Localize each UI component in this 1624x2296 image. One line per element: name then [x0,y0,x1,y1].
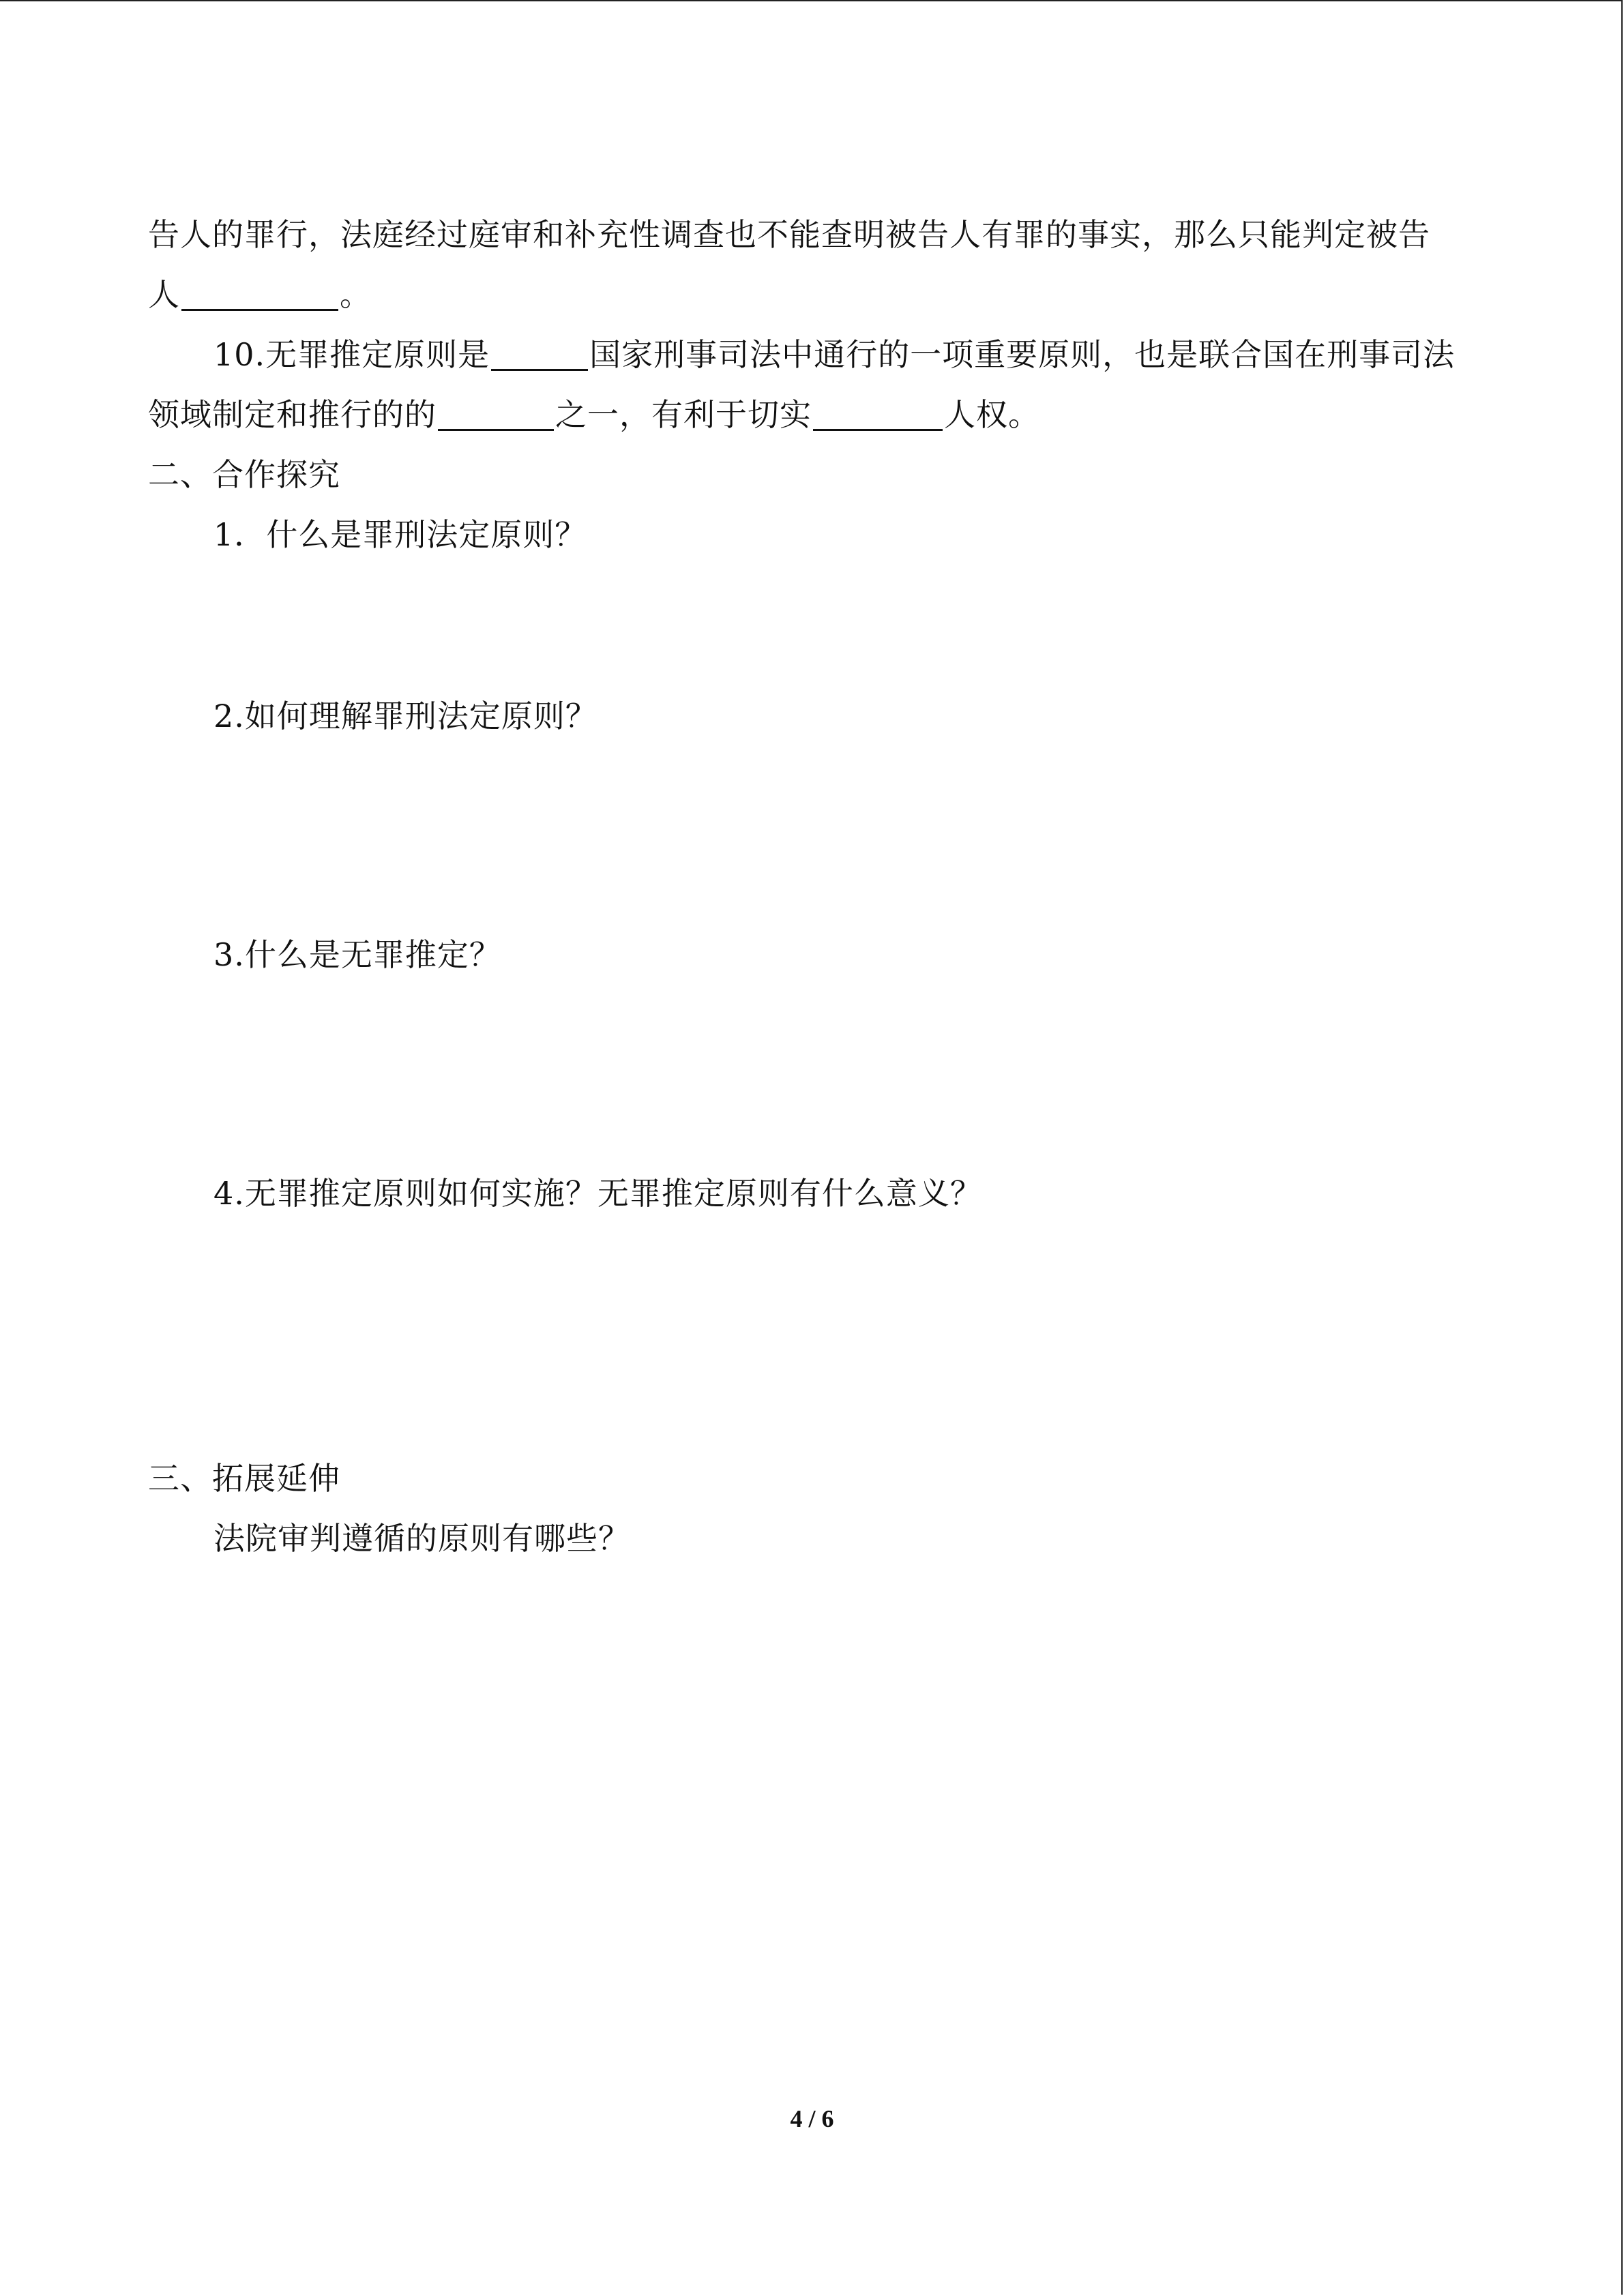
answer-space[interactable] [148,565,1485,686]
question-text: 4.无罪推定原则如何实施？无罪推定原则有什么意义？ [213,1175,982,1212]
question-item [148,1508,1485,1568]
section-heading-text: 二、合作探究 [148,456,340,493]
question-10-line [148,385,1485,445]
fill-in-blank[interactable] [181,278,338,311]
question-item [148,686,1485,746]
paragraph-text: 领域制定和推行的的 [148,396,437,433]
question-item [148,505,1485,565]
question-10-line [148,325,1485,385]
paragraph-text: 告人的罪行，法庭经过庭审和补充性调查也不能查明被告人有罪的事实，那么只能判定被告 [148,216,1430,253]
fill-in-blank[interactable] [438,398,554,431]
question-item [148,925,1485,985]
fill-in-blank[interactable] [813,398,943,431]
answer-space[interactable] [148,985,1485,1163]
section-heading [148,1448,1485,1508]
answer-space[interactable] [148,746,1485,925]
question-item [148,1163,1485,1223]
paragraph-text: 10.无罪推定原则是 [213,336,490,373]
answer-space[interactable] [148,1223,1485,1448]
section-heading-text: 三、拓展延伸 [148,1460,340,1497]
fill-in-blank[interactable] [491,338,588,371]
paragraph-line [148,205,1485,265]
question-text: 2.如何理解罪刑法定原则？ [213,698,597,734]
paragraph-text: 国家刑事司法中通行的一项重要原则，也是联合国在刑事司法 [589,336,1456,373]
question-text: 法院审判遵循的原则有哪些？ [213,1520,630,1557]
page-number: 4 / 6 [790,2105,834,2132]
paragraph-text: 人 [148,276,180,313]
paragraph-text: 人权。 [944,396,1040,433]
question-text: 1．什么是罪刑法定原则？ [213,516,587,553]
paragraph-line [148,265,1485,325]
question-text: 3.什么是无罪推定？ [213,936,501,973]
document-body [148,205,1485,1568]
paragraph-text: 。 [340,276,372,313]
paragraph-text: 之一，有利于切实 [555,396,812,433]
section-heading [148,445,1485,505]
